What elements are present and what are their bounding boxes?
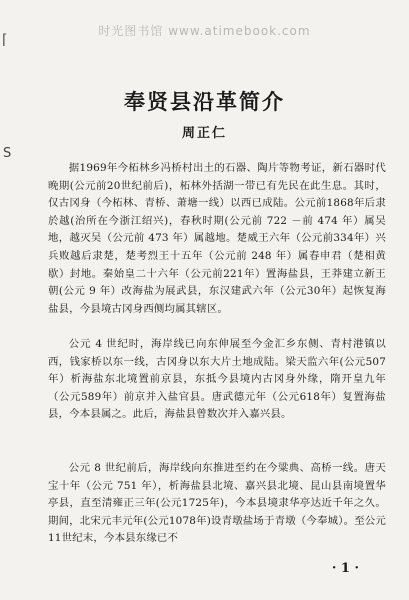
page-number: · 1 ·: [331, 561, 359, 576]
scan-edge-mark-2: S: [3, 146, 12, 161]
watermark-text: 时光图书馆 www.atimebook.com: [98, 24, 311, 38]
paragraph-3: 公元 8 世纪前后，海岸线向东推进至约在今粱典、高桥一线。唐天宝十年（公元 751 年），析海盐县北境、嘉兴县北境、昆山县南境置华亭县，直至清雍正三年(公元1725年)，今本县境隶华亭达近千年之久。期间，北宋元丰元年(公元1078年)设青墩盐场于青墩（今奉城）。至公元11世纪末，今本县东缘已不: [48, 462, 386, 545]
paragraph-2: 公元 4 世纪时，海岸线已向东伸展至今金汇乡东侧、青村港镇以西，钱家桥以东一线，古冈身以东大片土地成陆。梁天监六年(公元507年）析海盐东北境置前京县，东抵今县境内古冈身外缘，隋开皇九年（公元589年）前京并入盐官县。唐武德元年（公元618年）复置海盐县，今本县属之。此后，海盐县曾数次并入嘉兴县。: [48, 338, 386, 421]
scan-edge-mark: ⌈: [2, 32, 8, 48]
page-title: 奉贤县沿革简介: [124, 89, 285, 114]
author-name: 周正仁: [181, 126, 227, 141]
paragraph-1: 据1969年今柘林乡冯桥村出土的石器、陶片等物考证，新石器时代晚期(公元前20世纪前后)，柘林外括湖一带已有先民在此生息。其时，仅古冈身（今柘林、青桥、萧塘一线）以西已成陆。公元前1868年后隶於越(治所在今浙江绍兴)，春秋时期(公元前 722 －前 474 年）属吴地，越灭吴（公元前 473 年）属越地。楚威王六年（公元前334年）兴兵败越后隶楚，楚考烈王十五年（公元前 248 年）属春申君（楚相黄歇）封地。秦始皇二十六年（公元前221年）置海盐县，王莽建立新王朝(公元 9 年）改海盐为展武县，东汉建武六年（公元30年）起恢复海盐县，今县境古冈身西侧均属其辖区。: [48, 162, 386, 315]
